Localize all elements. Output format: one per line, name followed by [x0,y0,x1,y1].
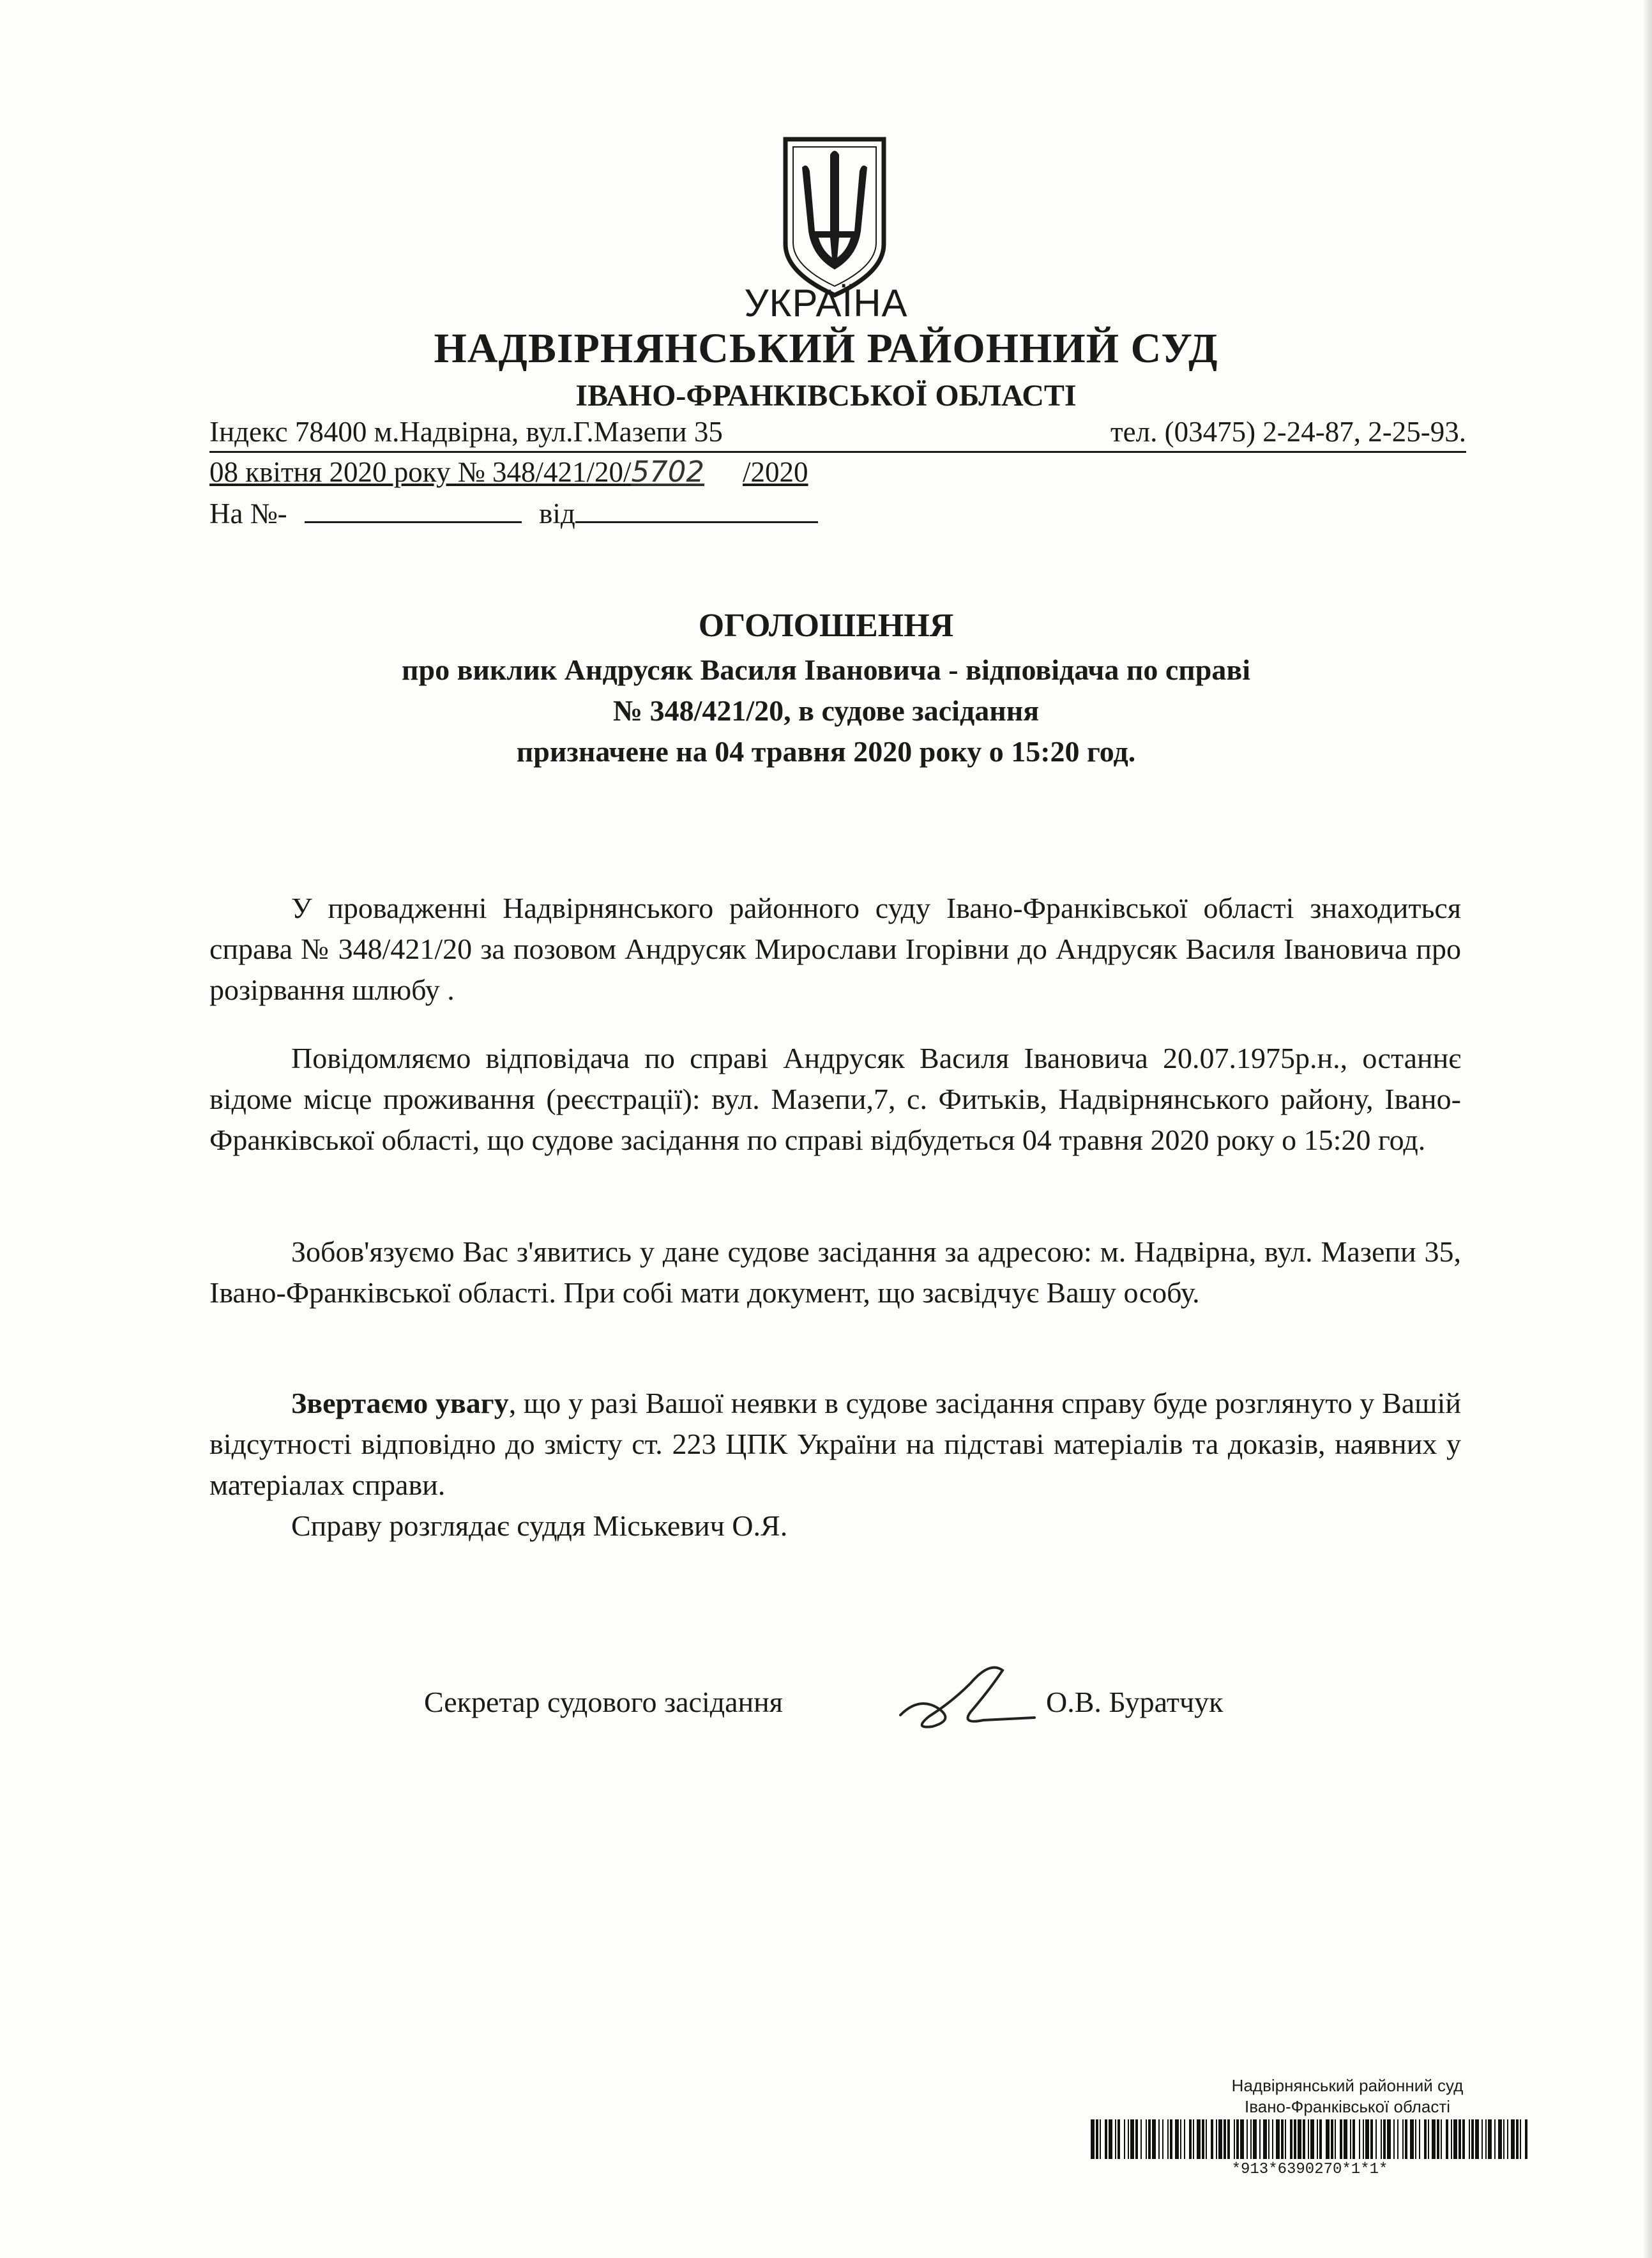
barcode-bar [1344,2119,1347,2159]
barcode-bar [1383,2119,1386,2159]
barcode-bar [1303,2119,1305,2159]
barcode-bar [1375,2119,1377,2159]
barcode-bar [1135,2119,1138,2159]
barcode-bar [1469,2119,1470,2159]
barcode-bar [1162,2119,1163,2159]
barcode-bar [1402,2119,1404,2159]
signatory-name: О.В. Буратчук [1046,1686,1224,1718]
barcode-bar [1253,2119,1257,2159]
barcode-bar [1397,2119,1398,2159]
barcode-bar [1184,2119,1185,2159]
barcode-bar [1335,2119,1336,2159]
barcode-bar [1319,2119,1322,2159]
barcode-bar [1511,2119,1515,2159]
heading-line-2: № 348/421/20, в судове засідання [612,694,1040,727]
court-region: ІВАНО-ФРАНКІВСЬКОЇ ОБЛАСТІ [575,379,1077,413]
barcode-bar [1276,2119,1280,2159]
barcode-bar [1197,2119,1201,2159]
barcode-bar [1281,2119,1284,2159]
barcode-bar [1363,2119,1364,2159]
barcode-bar [1353,2119,1355,2159]
barcode-bar [1218,2119,1222,2159]
barcode-bar [1091,2119,1095,2159]
barcode-bar [1227,2119,1230,2159]
barcode-bar [1393,2119,1395,2159]
barcode-bar [1109,2119,1112,2159]
barcode-bar [1424,2119,1427,2159]
warning-emphasis: Звертаємо увагу [291,1387,509,1419]
barcode-bar [1202,2119,1204,2159]
barcode-bar [1387,2119,1391,2159]
barcode-bar [1268,2119,1269,2159]
barcode-bar [1516,2119,1519,2159]
barcode-bar [1240,2119,1244,2159]
warning-text: , що у разі Вашої неявки в судове засідання справу буде розглянуто у Вашій відсутності відповідно до змісту ст. 223 ЦПК України на підставі матеріалів та доказів, наявних у матеріалах справи. [209,1387,1462,1501]
barcode-bar [1365,2119,1369,2159]
stamp-court-region: Івано-Франківської області [1244,2097,1451,2116]
barcode-bar [1381,2119,1382,2159]
barcode-bar [1446,2119,1448,2159]
barcode-bar [1105,2119,1107,2159]
barcode-bar [1405,2119,1407,2159]
barcode-bar [1432,2119,1436,2159]
barcode-bar [1419,2119,1420,2159]
barcode-bar [1481,2119,1483,2159]
barcode-icon [1091,2119,1529,2159]
barcode-bar [1294,2119,1296,2159]
barcode-bar [1326,2119,1330,2159]
barcode-bar [1189,2119,1192,2159]
barcode-bar [1498,2119,1502,2159]
barcode-bar [1130,2119,1134,2159]
barcode-bar [1488,2119,1492,2159]
barcode-bar [1520,2119,1521,2159]
barcode-bar [1459,2119,1461,2159]
paragraph-case-intro: У провадженні Надвірнянського районного суду Івано-Франківської області знаходиться справа № 348/421/20 за позовом Андрусяк Мирослави Ігорівни до Андрусяк Василя Івановича про розірвання шлюбу . [209,892,1461,1006]
barcode-bar [1115,2119,1116,2159]
barcode-bar [1462,2119,1465,2159]
barcode-bar [1146,2119,1147,2159]
reply-reference-line [209,497,818,530]
paragraph-warning [209,1383,1461,1506]
court-address: Індекс 78400 м.Надвірна, вул.Г.Мазепи 35 [209,416,723,448]
handwritten-signature-icon [894,1658,1047,1741]
barcode-bar [1310,2119,1314,2159]
barcode-bar [1234,2119,1235,2159]
barcode-bar [1451,2119,1452,2159]
barcode-bar [1152,2119,1156,2159]
barcode-bar [1525,2119,1527,2159]
date-reference-suffix: /2020 [743,456,808,488]
barcode-bar [1167,2119,1169,2159]
country-name: УКРАЇНА [744,282,908,324]
date-reference-line [209,455,808,489]
barcode-bar [1471,2119,1474,2159]
barcode-bar [1317,2119,1318,2159]
barcode-bar [1340,2119,1342,2159]
barcode-bar [1331,2119,1333,2159]
paragraph-notice: Повідомляємо відповідача по справі Андрусяк Василя Івановича 20.07.1975р.н., останнє відоме місце проживання (реєстрації): вул. Мазепи,7, с. Фитьків, Надвірнянського району, Івано-Франківської області, що судове засідання по справі відбудеться 04 травня 2020 року о 15:20 год. [209,1042,1461,1156]
barcode-bar [1290,2119,1292,2159]
barcode-bar [1350,2119,1351,2159]
barcode-bar [1206,2119,1207,2159]
reply-number-blank [305,521,522,523]
reply-number-label: На №- [209,498,287,530]
barcode-bar [1453,2119,1457,2159]
barcode-bar [1272,2119,1273,2159]
document-heading: ОГОЛОШЕННЯ [698,607,954,644]
barcode-bar [1298,2119,1301,2159]
signatory-role: Секретар судового засідання [424,1686,783,1718]
barcode-bar [1175,2119,1179,2159]
barcode-bar [1236,2119,1239,2159]
barcode-bar [1224,2119,1226,2159]
barcode-bar [1507,2119,1508,2159]
paragraph-summons: Зобов'язуємо Вас з'явитись у дане судове засідання за адресою: м. Надвірна, вул. Мазепи 35, Івано-Франківської області. При собі мати документ, що засвідчує Вашу особу. [209,1235,1461,1309]
heading-line-1: про виклик Андрусяк Василя Івановича - відповідача по справі [402,653,1250,686]
barcode-bar [1096,2119,1098,2159]
barcode-bar [1494,2119,1496,2159]
heading-line-3: призначене на 04 травня 2020 року о 15:20 год. [516,735,1136,768]
barcode-number: *913*6390270*1*1* [1231,2161,1388,2178]
barcode-bar [1140,2119,1142,2159]
barcode-bar [1263,2119,1267,2159]
address-line [209,415,1466,453]
reply-date-blank [575,521,818,523]
barcode-bar [1193,2119,1194,2159]
barcode-bar [1285,2119,1286,2159]
barcode-bar [1259,2119,1261,2159]
reply-from-label: від [539,498,575,530]
court-phone: тел. (03475) 2-24-87, 2-25-93. [1110,416,1466,448]
barcode-bar [1148,2119,1151,2159]
barcode-bar [1250,2119,1252,2159]
barcode-bar [1428,2119,1429,2159]
barcode-bar [1124,2119,1125,2159]
barcode-bar [1100,2119,1101,2159]
barcode-bar [1485,2119,1487,2159]
barcode-bar [1410,2119,1414,2159]
barcode-bar [1415,2119,1416,2159]
barcode-bar [1359,2119,1360,2159]
trident-emblem-icon [780,135,889,301]
barcode-bar [1475,2119,1479,2159]
barcode-bar [1158,2119,1160,2159]
barcode-bar [1370,2119,1373,2159]
barcode-bar [1118,2119,1120,2159]
barcode-bar [1437,2119,1439,2159]
barcode-bar [1170,2119,1172,2159]
date-reference: 08 квітня 2020 року № 348/421/20/ [209,456,632,488]
barcode-bar [1441,2119,1442,2159]
barcode-bar [1211,2119,1213,2159]
barcode-bar [1216,2119,1217,2159]
barcode-bar [1180,2119,1181,2159]
paragraph-judge: Справу розглядає суддя Міськевич О.Я. [291,1509,788,1542]
stamp-court-name: Надвірнянський районний суд [1231,2076,1464,2095]
barcode-bar [1308,2119,1309,2159]
barcode-bar [1247,2119,1248,2159]
court-name: НАДВІРНЯНСЬКИЙ РАЙОННИЙ СУД [434,325,1218,372]
handwritten-reference-number: 5702 [631,455,705,489]
barcode-bar [1128,2119,1129,2159]
barcode-bar [1503,2119,1504,2159]
